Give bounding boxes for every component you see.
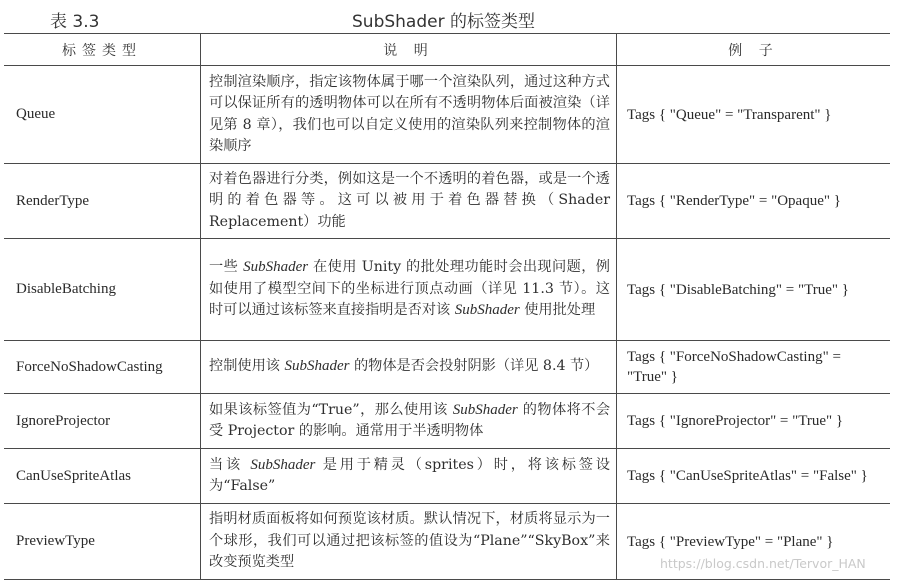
table-row	[4, 341, 890, 394]
tag-description-cell	[201, 164, 617, 239]
tag-description-cell	[201, 504, 617, 580]
table-body	[4, 66, 890, 580]
header-description: 说 明	[201, 34, 617, 66]
description-text: 对着色器进行分类，例如这是一个不透明的着色器，或是一个透明的着色器等。这可以被用于着色器替换（Shader Replacement）功能	[209, 170, 610, 230]
description-text: 是用于精灵（sprites）时，将该标签设为“False”	[209, 456, 610, 494]
subshader-tags-table	[4, 33, 890, 580]
tag-description-cell	[201, 449, 617, 504]
table-number: 表 3.3	[50, 12, 100, 32]
table-row	[4, 394, 890, 449]
tag-description-cell	[201, 66, 617, 164]
description-text: 控制使用该	[209, 358, 285, 375]
table-row	[4, 449, 890, 504]
description-text: 使用批处理	[519, 302, 596, 319]
tag-name-cell: RenderType	[4, 164, 201, 239]
tag-name-cell: DisableBatching	[4, 239, 201, 341]
description-text: 当该	[209, 456, 251, 473]
description-text: 一些	[209, 259, 244, 276]
italic-term: SubShader	[452, 401, 518, 418]
table-title: SubShader 的标签类型	[352, 12, 535, 32]
tag-name-cell: Queue	[4, 66, 201, 164]
tag-name-cell: ForceNoShadowCasting	[4, 341, 201, 394]
header-tag-type: 标签类型	[4, 34, 201, 66]
italic-term: SubShader	[243, 259, 309, 276]
tag-description-cell	[201, 394, 617, 449]
tag-description-cell	[201, 341, 617, 394]
tag-name-cell: PreviewType	[4, 504, 201, 580]
table-caption	[0, 4, 902, 30]
description-text: 在使用 Unity 的批处理功能时会出现问题，例如使用了模型空间下的坐标进行顶点动画（详见 11.3 节）。这时可以通过该标签来直接指明是否对该	[209, 259, 610, 319]
tag-example-cell: Tags { "IgnoreProjector" = "True" }	[617, 394, 891, 449]
watermark: https://blog.csdn.net/Tervor_HAN	[660, 556, 866, 571]
table-header-row	[4, 34, 890, 66]
tag-name-cell: CanUseSpriteAtlas	[4, 449, 201, 504]
italic-term: SubShader	[284, 358, 350, 375]
tag-name-cell: IgnoreProjector	[4, 394, 201, 449]
description-text: 控制渲染顺序，指定该物体属于哪一个渲染队列，通过这种方式可以保证所有的透明物体可以在所有不透明物体后面被渲染（详见第 8 章），我们也可以自定义使用的渲染队列来控制物体的渲染顺序	[209, 73, 610, 154]
tag-example-cell: Tags { "DisableBatching" = "True" }	[617, 239, 891, 341]
description-text: 指明材质面板将如何预览该材质。默认情况下，材质将显示为一个球形，我们可以通过把该标签的值设为“Plane”“SkyBox”来改变预览类型	[209, 511, 610, 571]
table-row	[4, 164, 890, 239]
italic-term: SubShader	[454, 302, 520, 319]
tag-example-cell: Tags { "CanUseSpriteAtlas" = "False" }	[617, 449, 891, 504]
description-text: 的物体是否会投射阴影（详见 8.4 节）	[349, 358, 599, 375]
tag-example-cell: Tags { "PreviewType" = "Plane" }	[617, 504, 891, 580]
header-example: 例 子	[617, 34, 891, 66]
italic-term: SubShader	[250, 456, 316, 473]
tag-example-cell: Tags { "Queue" = "Transparent" }	[617, 66, 891, 164]
table-row	[4, 66, 890, 164]
tag-example-cell: Tags { "ForceNoShadowCasting" = "True" }	[617, 341, 891, 394]
table-row	[4, 239, 890, 341]
description-text: 如果该标签值为“True”，那么使用该	[209, 401, 453, 418]
description-text: 的物体将不会受 Projector 的影响。通常用于半透明物体	[209, 401, 611, 439]
tag-example-cell: Tags { "RenderType" = "Opaque" }	[617, 164, 891, 239]
tag-description-cell	[201, 239, 617, 341]
